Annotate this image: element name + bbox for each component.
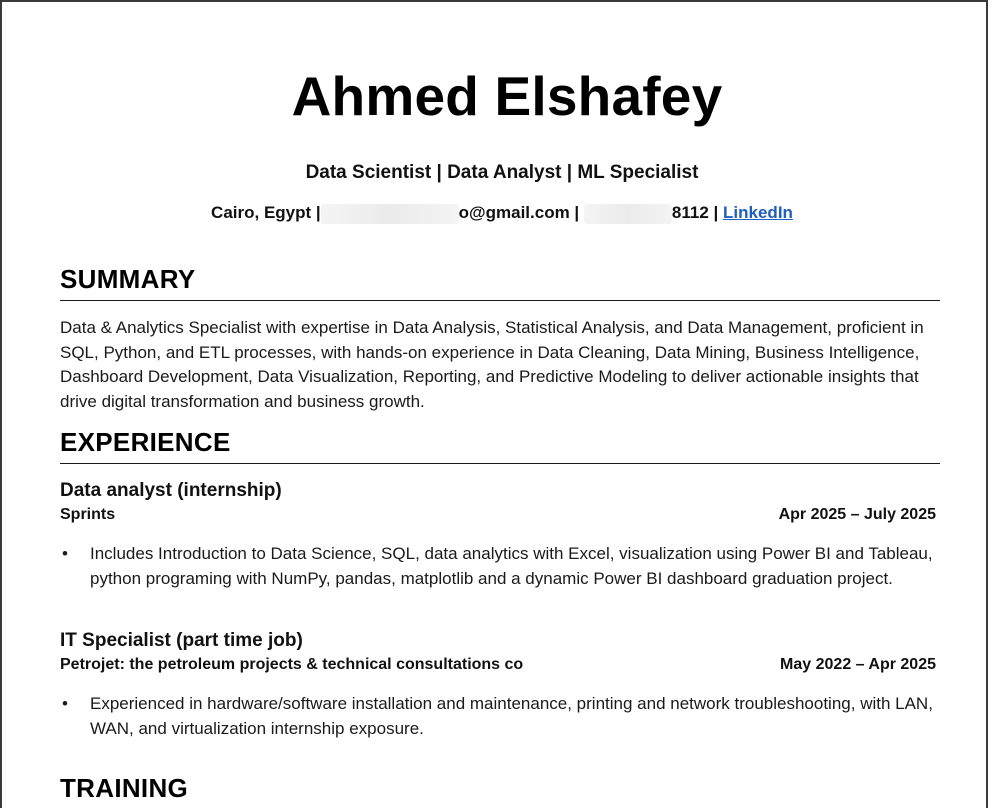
redacted-phone-prefix bbox=[584, 204, 672, 224]
contact-line bbox=[2, 203, 1000, 224]
redacted-email-prefix bbox=[321, 204, 459, 224]
job-bullet-text: Includes Introduction to Data Science, SQL, data analytics with Excel, visualization using Power BI and Tableau, python programing with NumPy, pandas, matplotlib and a dynamic Power BI dashboard graduation project. bbox=[90, 544, 933, 588]
job-title: IT Specialist (part time job) bbox=[60, 630, 303, 651]
bullet-marker: • bbox=[62, 544, 68, 563]
job-bullet bbox=[60, 691, 940, 741]
summary-text: Data & Analytics Specialist with expertise in Data Analysis, Statistical Analysis, and Data Management, proficient in SQL, Python, and ETL processes, with hands-on experience in Data Cleaning, Data Mining, Business Intelligence, Dashboard Development, Data Visualization, Reporting, and Predictive Modeling to deliver actionable insights that drive digital transformation and business growth. bbox=[60, 318, 924, 411]
resume-page bbox=[2, 2, 986, 808]
training-heading: TRAINING bbox=[60, 773, 189, 803]
job-bullet bbox=[60, 541, 940, 591]
summary-heading: SUMMARY bbox=[60, 264, 196, 294]
job-meta-row bbox=[60, 656, 936, 674]
experience-heading: EXPERIENCE bbox=[60, 427, 231, 457]
job-company: Sprints bbox=[60, 506, 116, 523]
bullet-marker: • bbox=[62, 694, 68, 713]
summary-divider bbox=[60, 300, 940, 301]
linkedin-link[interactable]: LinkedIn bbox=[723, 203, 793, 222]
job-dates: Apr 2025 – July 2025 bbox=[778, 506, 936, 523]
job-dates: May 2022 – Apr 2025 bbox=[780, 656, 936, 673]
experience-divider bbox=[60, 463, 940, 464]
contact-phone: 8112 | bbox=[671, 203, 719, 222]
candidate-name: Ahmed Elshafey bbox=[291, 65, 723, 127]
job-company: Petrojet: the petroleum projects & technical consultations co bbox=[60, 656, 524, 673]
contact-email: o@gmail.com | bbox=[458, 203, 580, 222]
job-bullet-text: Experienced in hardware/software installation and maintenance, printing and network troubleshooting, with LAN, WAN, and virtualization internship exposure. bbox=[90, 694, 933, 738]
candidate-titles: Data Scientist | Data Analyst | ML Specialist bbox=[305, 162, 699, 183]
job-title: Data analyst (internship) bbox=[60, 480, 282, 501]
job-meta-row bbox=[60, 506, 936, 524]
contact-location: Cairo, Egypt | bbox=[211, 203, 321, 222]
